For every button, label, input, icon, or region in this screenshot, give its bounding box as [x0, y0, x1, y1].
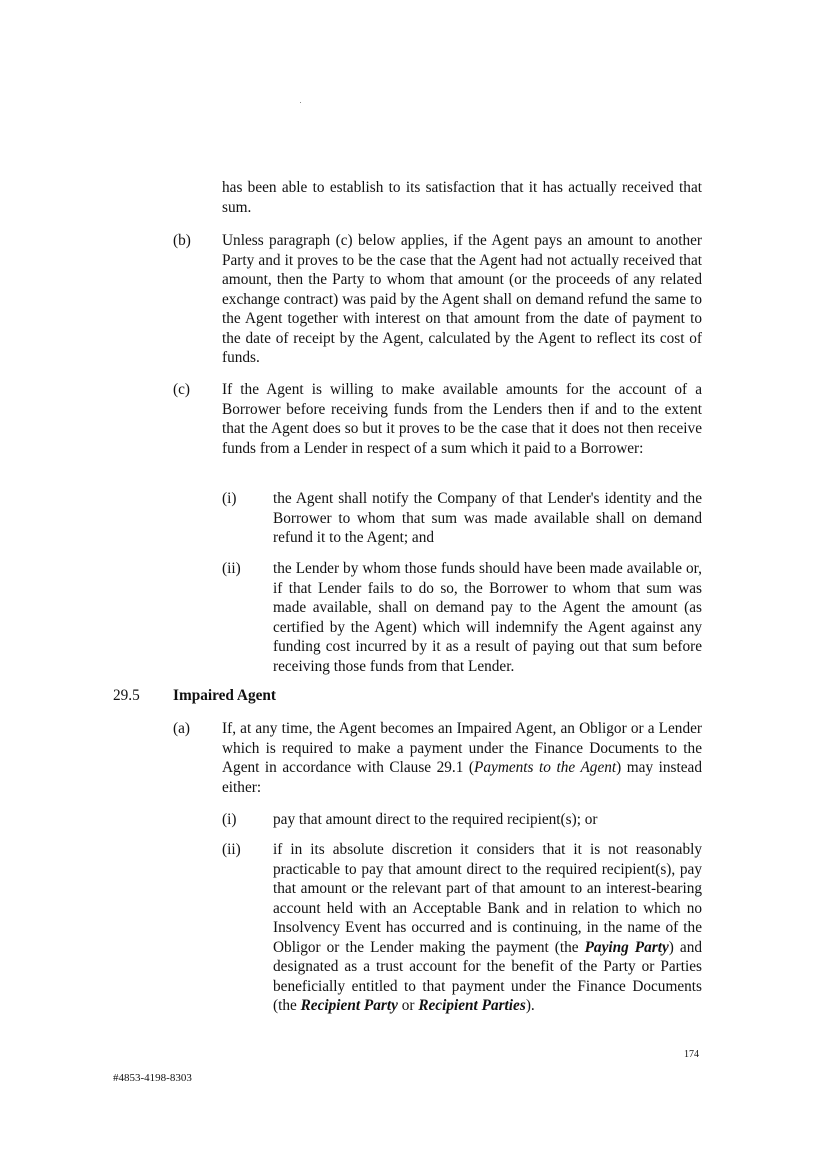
- para-c-i-label: (i): [222, 490, 237, 507]
- clause-reference: Payments to the Agent: [474, 759, 617, 776]
- para-a-ii-label: (ii): [222, 841, 241, 858]
- defined-term-paying-party: Paying Party: [584, 938, 669, 956]
- para-a-ii-text: [273, 840, 702, 1016]
- continuation-text: has been able to establish to its satisfaction that it has actually received that sum.: [222, 179, 702, 216]
- para-c-text: If the Agent is willing to make available amounts for the account of a Borrower before receiving funds from the Lenders then if and to the extent that the Agent does so but it proves to be the case that it does not then receive funds from a Lender in respect of a sum which it paid to a Borrower:: [222, 381, 702, 457]
- para-a-i-label: (i): [222, 811, 237, 828]
- para-a-i-text: pay that amount direct to the required recipient(s); or: [273, 811, 598, 828]
- para-a-label: (a): [173, 720, 190, 737]
- document-id: #4853-4198-8303: [113, 1072, 192, 1084]
- para-a-ii-text-4: ).: [525, 997, 535, 1014]
- para-a-ii-text-3: or: [397, 997, 419, 1014]
- defined-term-recipient-parties: Recipient Parties: [418, 997, 526, 1014]
- scan-dot: [300, 102, 301, 103]
- page-number: 174: [684, 1049, 699, 1060]
- para-b-label: (b): [173, 232, 191, 249]
- para-a-ii-text-1: if in its absolute discretion it considers that it is not reasonably practicable to pay that amount direct to the required recipient(s), pay that amount or the relevant part of that amount to an interest-bearing account held with an Acceptable Bank and in relation to which no Insolvency Event has occurred and is continuing, in the name of the Obligor or the Lender making the payment (the: [273, 841, 702, 956]
- para-c-ii-text: the Lender by whom those funds should have been made available or, if that Lender fails to do so, the Borrower to whom that sum was made available, shall on demand pay to the Agent the amount (as certified by the Agent) which will indemnify the Agent against any funding cost incurred by it as a result of paying out that sum before receiving those funds from that Lender.: [273, 560, 702, 675]
- para-c-label: (c): [173, 381, 190, 398]
- para-b-text: Unless paragraph (c) below applies, if the Agent pays an amount to another Party and it proves to be the case that the Agent had not actually received that amount, then the Party to whom that amount (or the proceeds of any related exchange contract) was paid by the Agent shall on demand refund the same to the Agent together with interest on that amount from the date of payment to the date of receipt by the Agent, calculated by the Agent to reflect its cost of funds.: [222, 232, 702, 366]
- defined-term-recipient-party: Recipient Party: [300, 997, 398, 1014]
- para-a-text-1: If, at any time, the Agent becomes an Impaired Agent, an Obligor or a Lender which is required to make a payment under the Finance Documents to the Agent in accordance with Clause 29.1 (: [222, 720, 702, 776]
- para-a-text-2: ) may instead either:: [222, 759, 702, 796]
- para-c-ii-label: (ii): [222, 560, 241, 577]
- para-a-ii-text-2: ) and designated as a trust account for the benefit of the Party or Parties beneficially entitled to that payment under the Finance Documents (the: [273, 938, 702, 1014]
- section-number: 29.5: [113, 687, 140, 704]
- para-a-text: [222, 719, 702, 797]
- section-title: Impaired Agent: [173, 687, 276, 704]
- para-c-i-text: the Agent shall notify the Company of that Lender's identity and the Borrower to whom that sum was made available shall on demand refund it to the Agent; and: [273, 490, 702, 546]
